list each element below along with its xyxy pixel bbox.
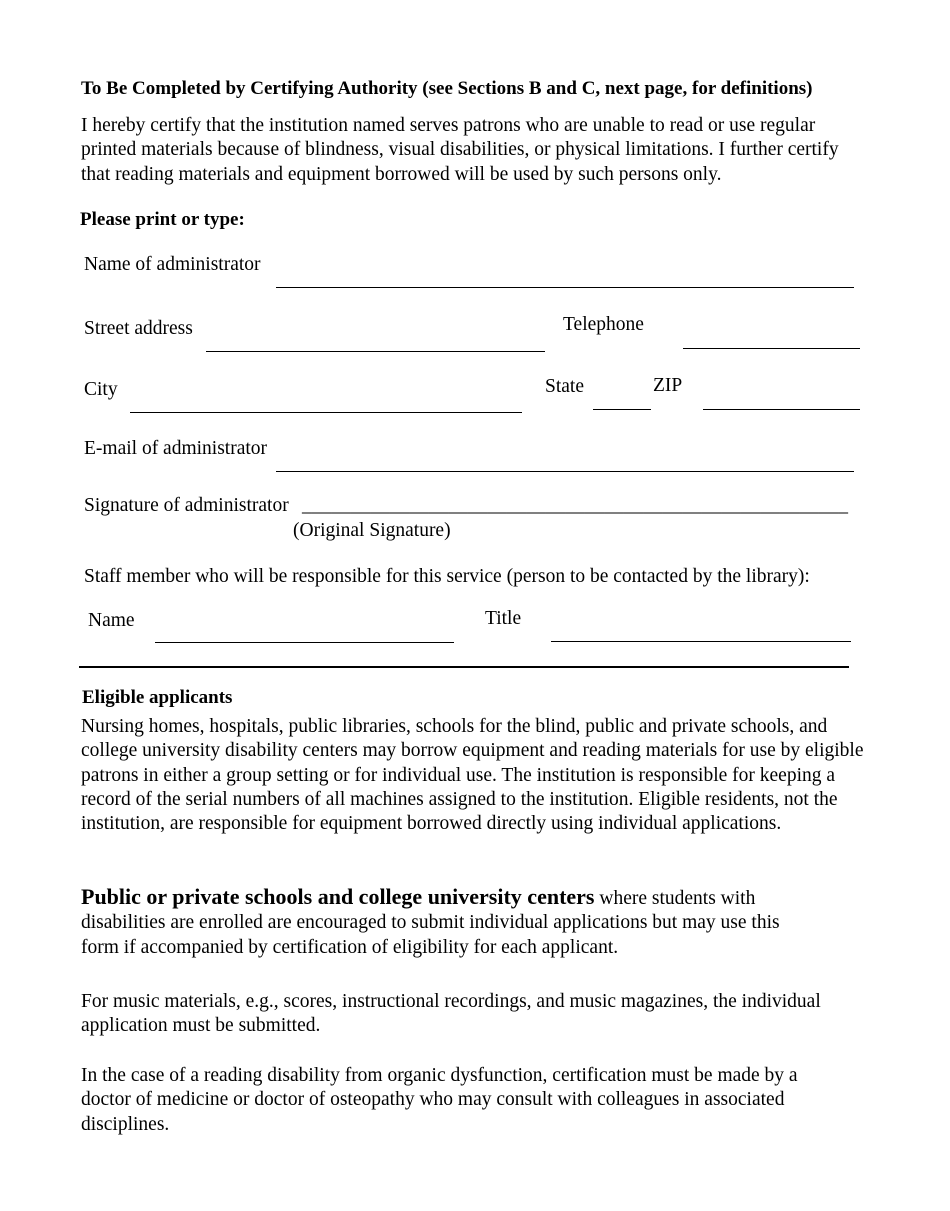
zip-label: ZIP [653,375,683,396]
email-label: E-mail of administrator [84,438,268,459]
telephone-field[interactable] [683,348,860,349]
state-field[interactable] [593,409,651,410]
music-paragraph: For music materials, e.g., scores, instructional recordings, and music magazines, the individual application must be submitted. [81,991,821,1037]
original-signature-note: (Original Signature) [293,520,451,541]
state-label: State [545,376,584,397]
admin-name-field[interactable] [276,287,854,288]
staff-intro: Staff member who will be responsible for this service (person to be contacted by the library): [84,566,810,587]
city-label: City [84,379,118,400]
staff-title-field[interactable] [551,641,851,642]
telephone-label: Telephone [563,314,644,335]
staff-name-label: Name [88,610,135,631]
signature-field[interactable]: ________________________________________________________ [302,495,848,516]
city-field[interactable] [130,412,522,413]
certification-text: I hereby certify that the institution named serves patrons who are unable to read or use regular printed materials because of blindness, visual disabilities, or physical limitations. I further certify that reading materials and equipment borrowed will be used by such persons only. [81,115,839,185]
admin-name-label: Name of administrator [84,254,261,275]
schools-paragraph [81,885,821,960]
schools-lead: Public or private schools and college university centers [81,884,595,909]
eligible-text: Nursing homes, hospitals, public libraries, schools for the blind, public and private schools, and college university disability centers may borrow equipment and reading materials for use by eligible patrons in either a group setting or for individual use. The institution is responsible for keeping a record of the serial numbers of all machines assigned to the institution. Eligible residents, not the institution, are responsible for equipment borrowed directly using individual applications. [81,716,864,835]
staff-title-label: Title [485,608,522,629]
reading-disability-paragraph: In the case of a reading disability from organic dysfunction, certification must be made by a doctor of medicine or doctor of osteopathy who may consult with colleagues in associated disciplines. [81,1065,798,1135]
print-instruction: Please print or type: [80,209,245,230]
street-address-field[interactable] [206,351,545,352]
schools-text: where students with disabilities are enrolled are encouraged to submit individual applications but may use this form if accompanied by certification of eligibility for each applicant. [81,888,780,958]
signature-label: Signature of administrator [84,495,289,516]
eligible-heading: Eligible applicants [82,687,233,708]
staff-name-field[interactable] [155,642,454,643]
email-field[interactable] [276,471,854,472]
form-heading: To Be Completed by Certifying Authority (see Sections B and C, next page, for definitions) [81,78,813,99]
street-address-label: Street address [84,318,193,339]
section-divider [79,666,849,668]
zip-field[interactable] [703,409,860,410]
